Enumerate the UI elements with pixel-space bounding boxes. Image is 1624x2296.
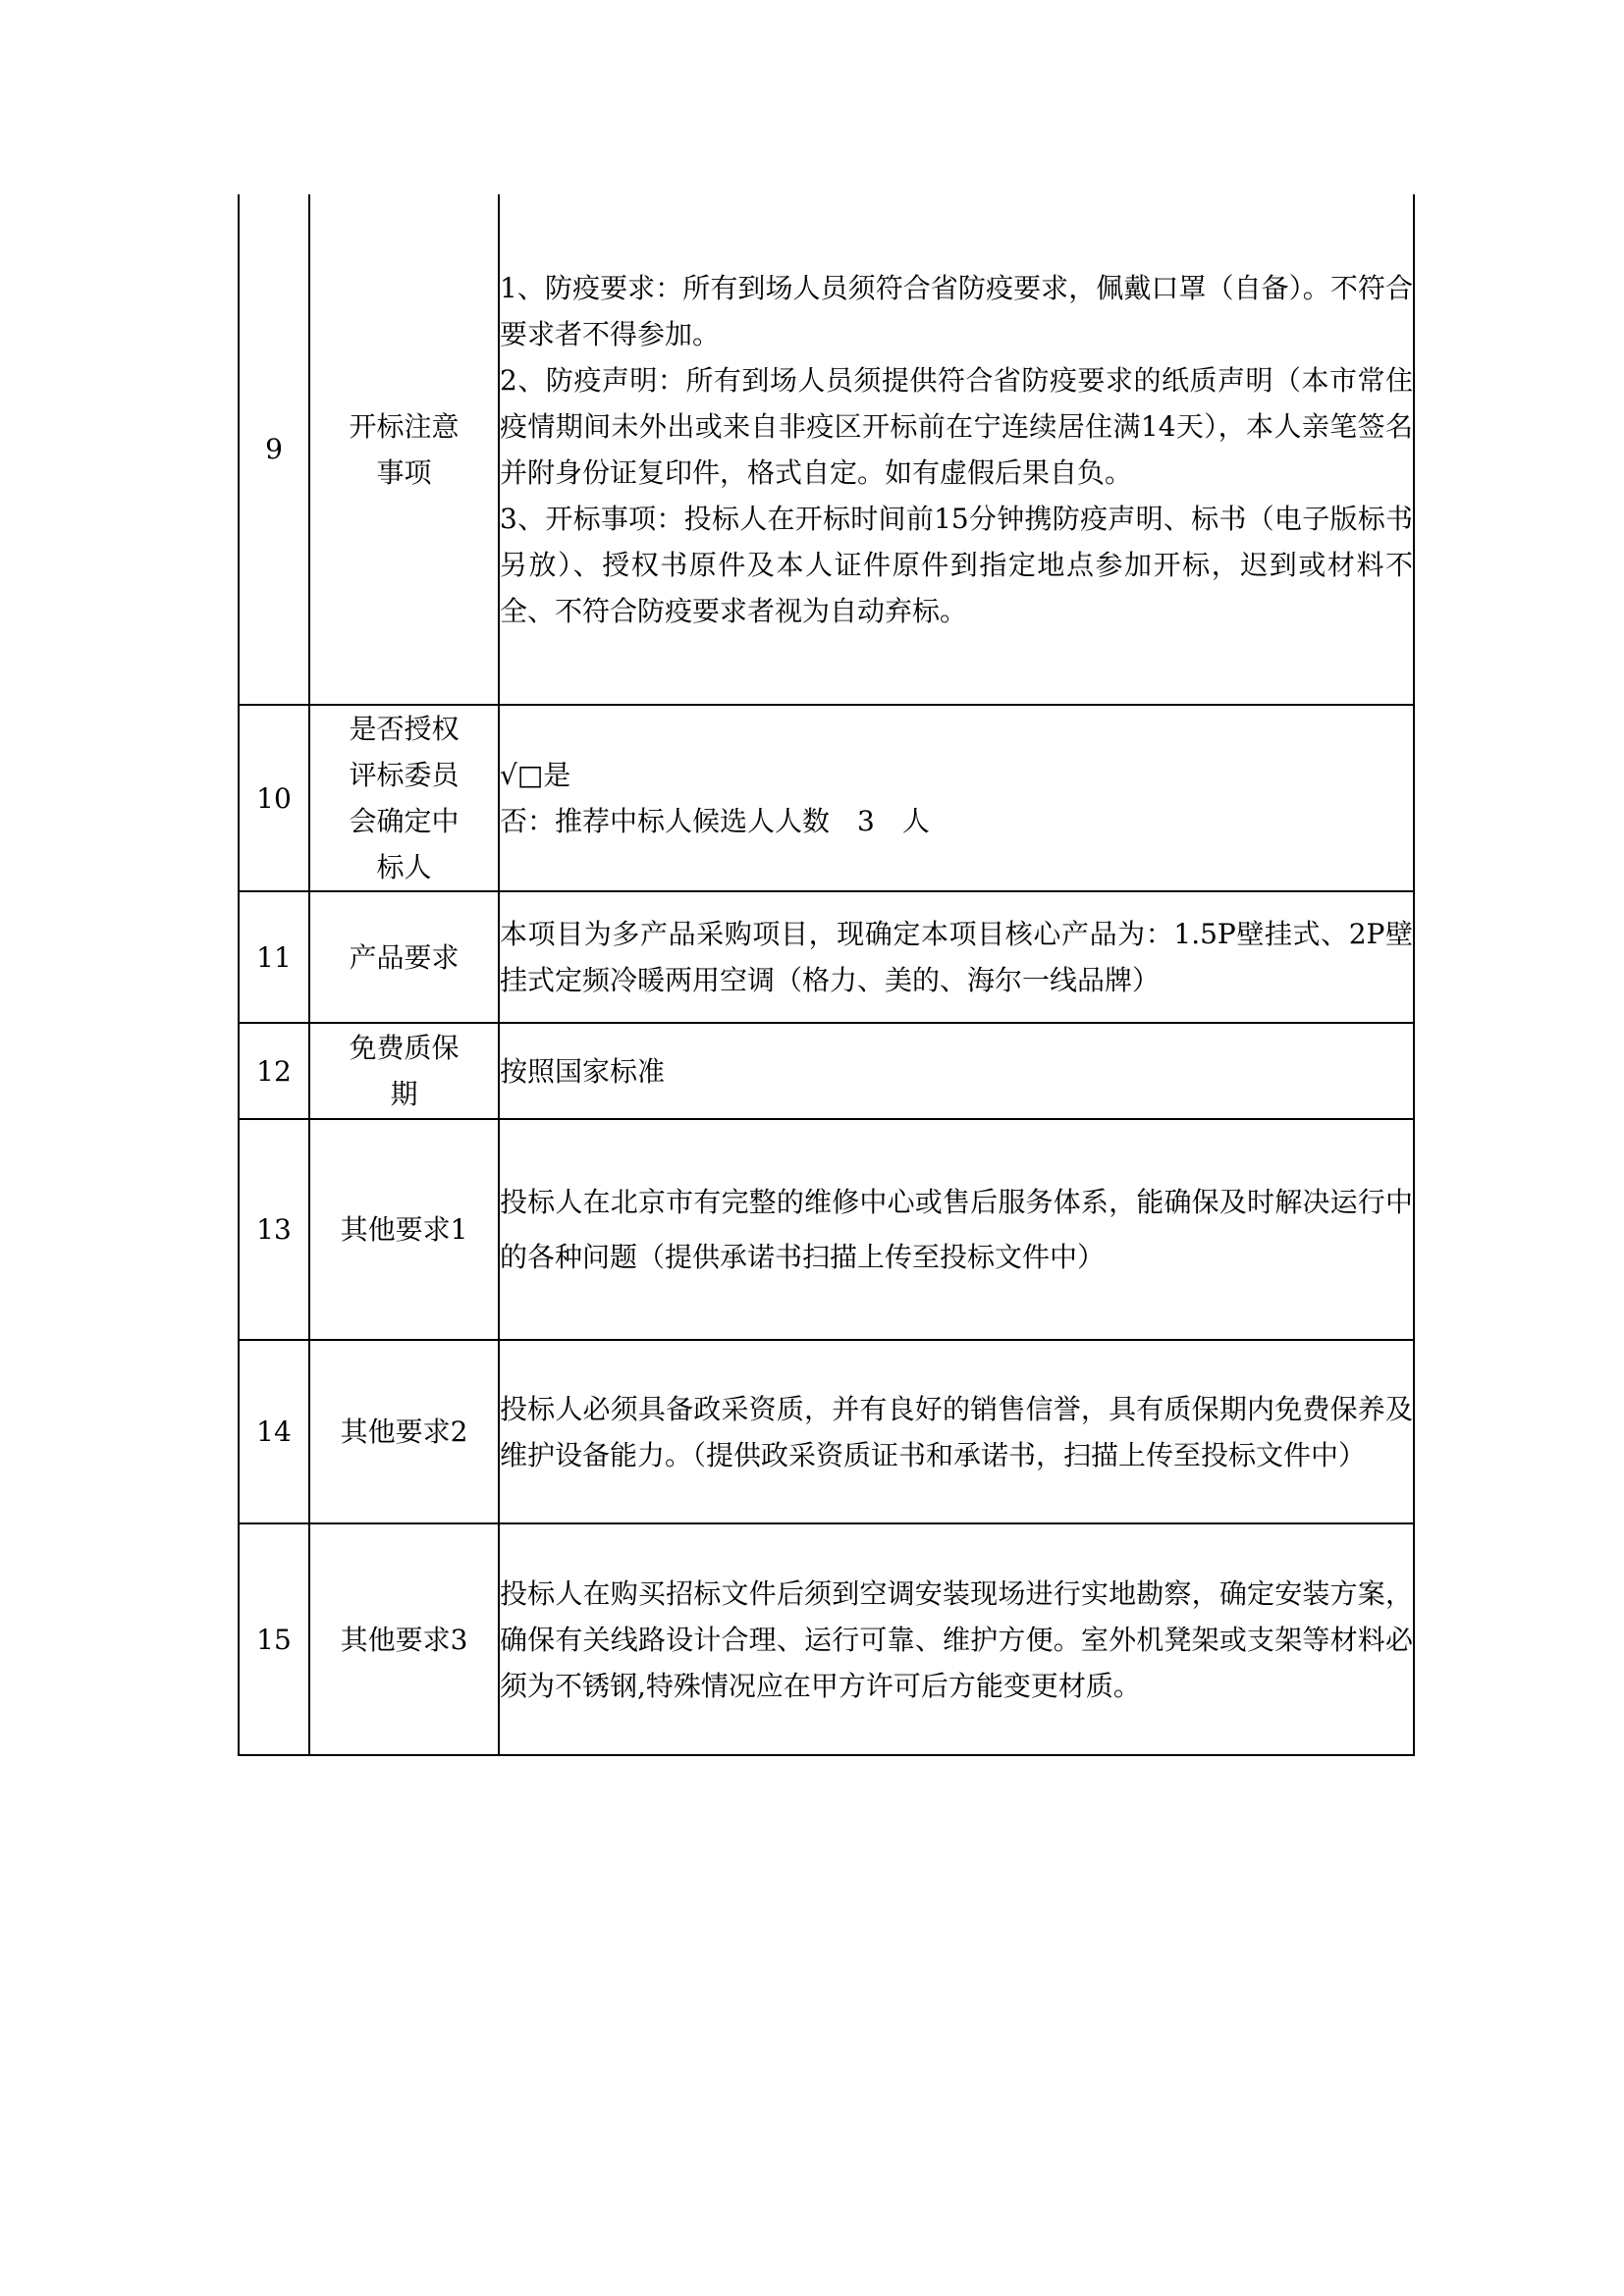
row-content bbox=[499, 705, 1414, 891]
table-row bbox=[239, 1119, 1414, 1340]
other-requirement-2-text: 投标人必须具备政采资质，并有良好的销售信誉，具有质保期内免费保养及维护设备能力。（提供政采资质证书和承诺书，扫描上传至投标文件中） bbox=[500, 1392, 1413, 1471]
row-content bbox=[499, 1119, 1414, 1340]
row-content bbox=[499, 1523, 1414, 1755]
row-label bbox=[309, 705, 499, 891]
row-label-line: 会确定中 bbox=[349, 805, 460, 837]
row-label-line: 标人 bbox=[376, 851, 432, 883]
row-number: 13 bbox=[239, 1119, 309, 1340]
row-label-line: 是否授权 bbox=[349, 713, 460, 745]
row-number: 15 bbox=[239, 1523, 309, 1755]
authorize-no-option: 否：推荐中标人候选人人数 3 人 bbox=[500, 805, 930, 837]
table-row bbox=[239, 705, 1414, 891]
row-number: 14 bbox=[239, 1340, 309, 1523]
row-label bbox=[309, 1023, 499, 1119]
row-label-line: 期 bbox=[390, 1078, 418, 1110]
row-label bbox=[309, 1119, 499, 1340]
row-content bbox=[499, 891, 1414, 1023]
table-row bbox=[239, 194, 1414, 705]
table-row bbox=[239, 1340, 1414, 1523]
row-label-line: 产品要求 bbox=[349, 940, 460, 974]
row-content bbox=[499, 194, 1414, 705]
row-label-line: 其他要求3 bbox=[340, 1623, 468, 1656]
table-row bbox=[239, 1023, 1414, 1119]
bid-opening-matters-text: 3、开标事项：投标人在开标时间前15分钟携防疫声明、标书（电子版标书另放）、授权书原件及本人证件原件到指定地点参加开标，迟到或材料不全、不符合防疫要求者视为自动弃标。 bbox=[500, 502, 1413, 627]
row-number: 10 bbox=[239, 705, 309, 891]
epidemic-requirement-text: 1、防疫要求：所有到场人员须符合省防疫要求，佩戴口罩（自备）。不符合要求者不得参加。 bbox=[500, 271, 1413, 350]
row-label-line: 免费质保 bbox=[349, 1032, 460, 1064]
warranty-text: 按照国家标准 bbox=[500, 1054, 666, 1088]
row-label bbox=[309, 194, 499, 705]
row-number: 12 bbox=[239, 1023, 309, 1119]
table-row bbox=[239, 891, 1414, 1023]
row-label-line: 评标委员 bbox=[349, 759, 460, 791]
row-number: 11 bbox=[239, 891, 309, 1023]
row-label bbox=[309, 1340, 499, 1523]
row-label-line: 事项 bbox=[376, 455, 432, 489]
row-label-line: 其他要求1 bbox=[340, 1213, 468, 1246]
row-content bbox=[499, 1340, 1414, 1523]
row-label bbox=[309, 1523, 499, 1755]
row-label-line: 其他要求2 bbox=[340, 1415, 468, 1448]
row-content bbox=[499, 1023, 1414, 1119]
epidemic-declaration-text: 2、防疫声明：所有到场人员须提供符合省防疫要求的纸质声明（本市常住疫情期间未外出或来自非疫区开标前在宁连续居住满14天），本人亲笔签名并附身份证复印件，格式自定。如有虚假后果自负。 bbox=[500, 363, 1413, 489]
requirements-table bbox=[238, 194, 1415, 1756]
row-label bbox=[309, 891, 499, 1023]
product-requirement-text: 本项目为多产品采购项目，现确定本项目核心产品为：1.5P壁挂式、2P壁挂式定频冷暖两用空调（格力、美的、海尔一线品牌） bbox=[500, 918, 1413, 996]
row-number: 9 bbox=[239, 194, 309, 705]
table-row bbox=[239, 1523, 1414, 1755]
authorize-yes-option: √□是 bbox=[500, 759, 571, 791]
other-requirement-1-text: 投标人在北京市有完整的维修中心或售后服务体系，能确保及时解决运行中的各种问题（提供承诺书扫描上传至投标文件中） bbox=[500, 1185, 1413, 1273]
other-requirement-3-text: 投标人在购买招标文件后须到空调安装现场进行实地勘察，确定安装方案，确保有关线路设计合理、运行可靠、维护方便。室外机凳架或支架等材料必须为不锈钢,特殊情况应在甲方许可后方能变更材质。 bbox=[500, 1576, 1413, 1702]
row-label-line: 开标注意 bbox=[349, 409, 460, 443]
